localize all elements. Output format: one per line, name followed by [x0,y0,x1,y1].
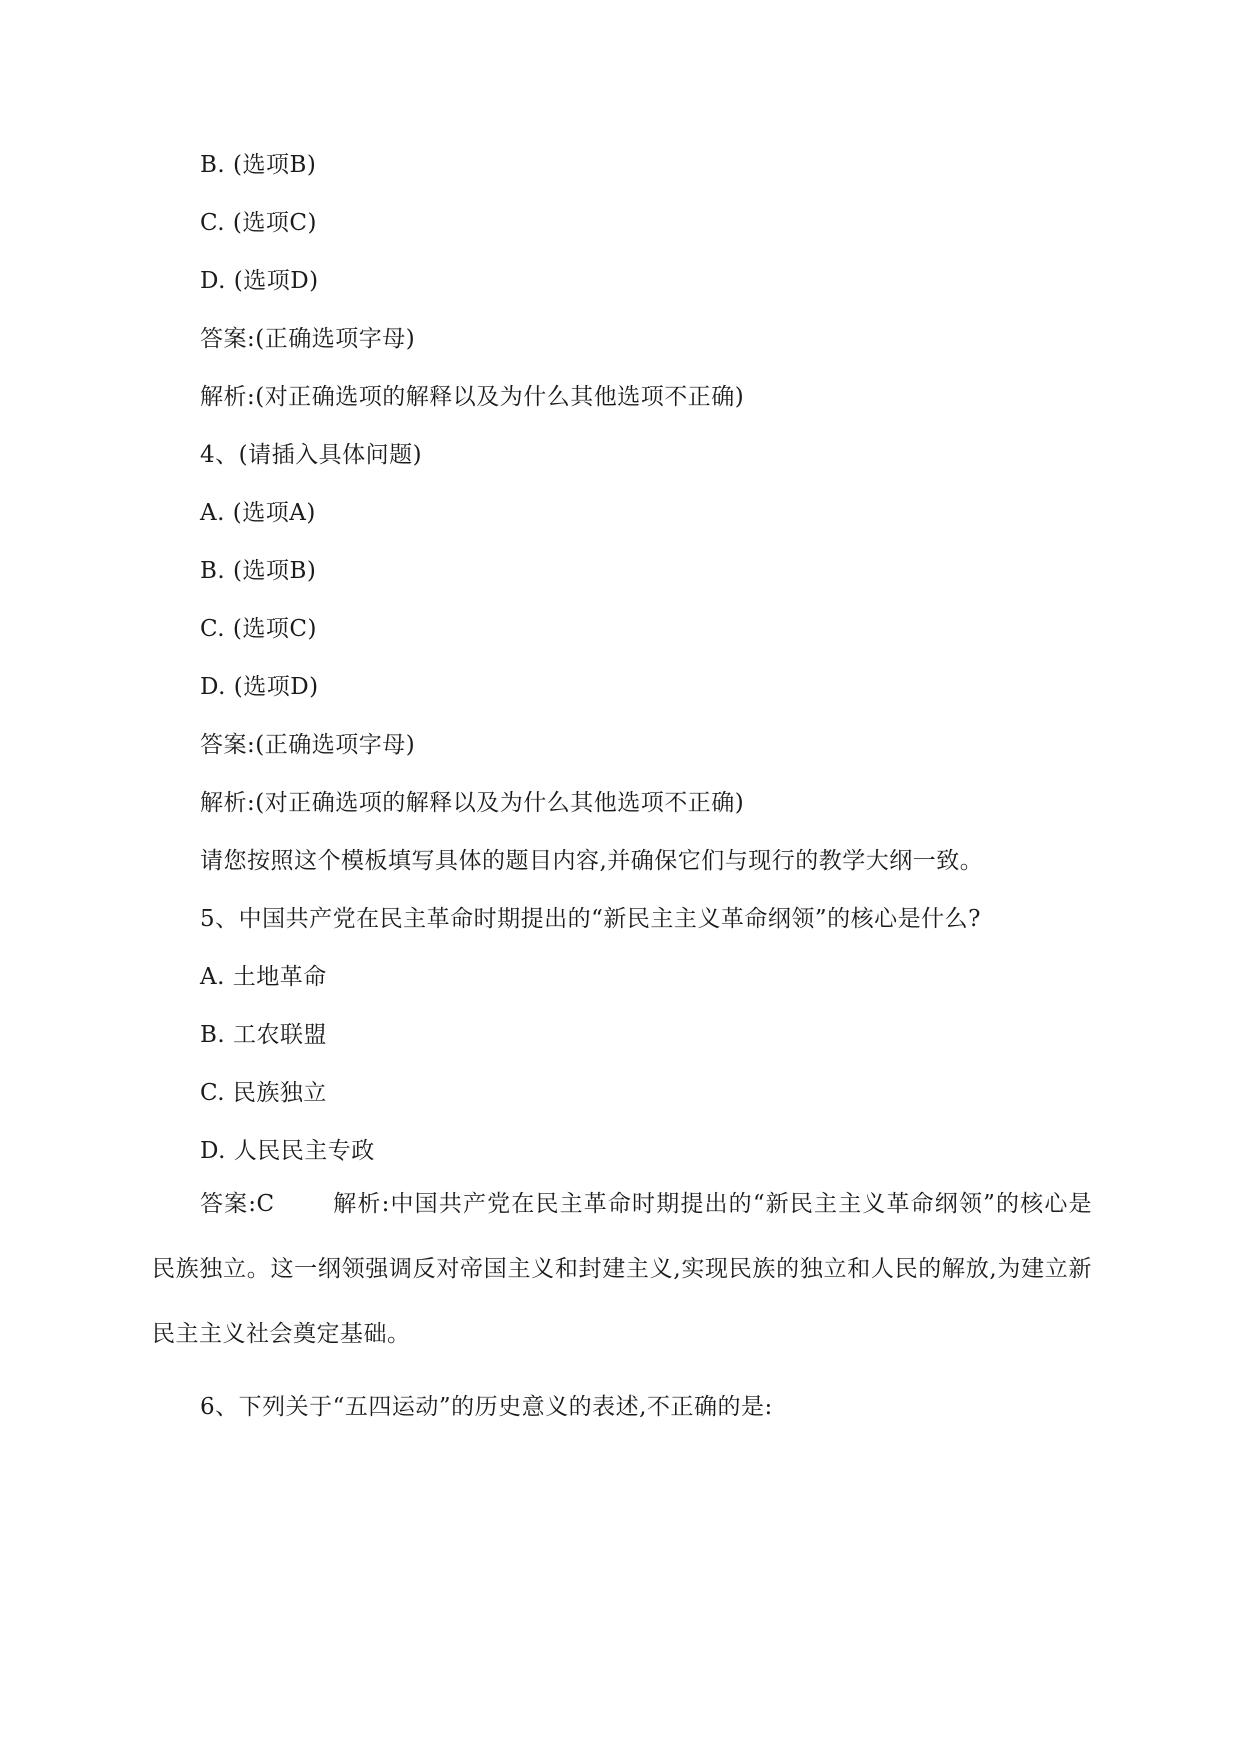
q4-option-a: A. (选项A) [200,500,316,526]
q4-explanation: 解析:(对正确选项的解释以及为什么其他选项不正确) [200,790,745,816]
q3-answer: 答案:(正确选项字母) [200,326,416,352]
q5-option-d: D. 人民民主专政 [200,1138,375,1164]
q5-option-c: C. 民族独立 [200,1080,327,1106]
q4-option-b: B. (选项B) [200,558,317,584]
q5-answer: 答案:C [200,1191,275,1217]
q4-question: 4、(请插入具体问题) [200,442,423,468]
q3-option-c: C. (选项C) [200,210,317,236]
q5-option-a: A. 土地革命 [200,964,327,990]
q4-answer: 答案:(正确选项字母) [200,732,416,758]
q5-explanation: 解析:中国共产党在民主革命时期提出的“新民主主义革命纲领”的核心是民族独立。这一纲领强调反对帝国主义和封建主义,实现民族的独立和人民的解放,为建立新民主主义社会奠定基础。 [152,1191,1092,1347]
q3-option-b: B. (选项B) [200,152,317,178]
q3-option-d: D. (选项D) [200,268,319,294]
q5-answer-paragraph [152,1172,1092,1367]
q3-explanation: 解析:(对正确选项的解释以及为什么其他选项不正确) [200,384,745,410]
q5-option-b: B. 工农联盟 [200,1022,328,1048]
template-note: 请您按照这个模板填写具体的题目内容,并确保它们与现行的教学大纲一致。 [200,848,984,874]
q5-question: 5、中国共产党在民主革命时期提出的“新民主主义革命纲领”的核心是什么? [200,906,981,932]
q6-question: 6、下列关于“五四运动”的历史意义的表述,不正确的是: [200,1394,773,1420]
q4-option-c: C. (选项C) [200,616,317,642]
q4-option-d: D. (选项D) [200,674,319,700]
